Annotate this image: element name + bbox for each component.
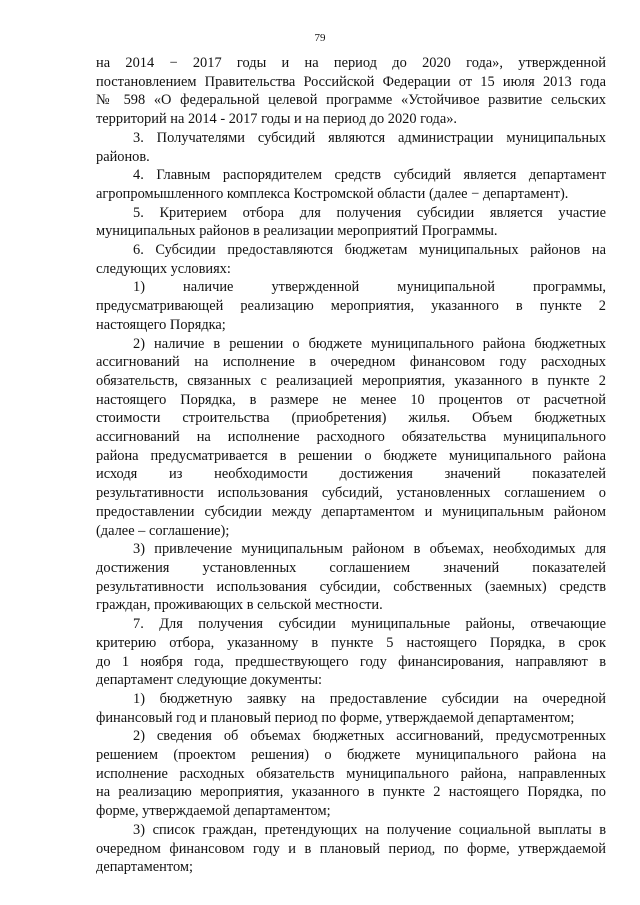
text-line: решением (проектом решения) о бюджете муниципального района на: [96, 747, 606, 764]
text-line: результативности использования субсидий, установленных соглашением о: [96, 485, 606, 502]
text-line: № 598 «О федеральной целевой программе «Устойчивое развитие сельских: [96, 92, 606, 109]
page-number: 79: [314, 32, 326, 44]
text-line: 3) список граждан, претендующих на получение социальной выплаты в: [133, 821, 606, 838]
text-line: исходя из необходимости достижения значений показателей: [96, 466, 606, 483]
text-line: до 1 ноября года, предшествующего году финансирования, направляют в: [96, 653, 606, 670]
text-line: постановлением Правительства Российской Федерации от 15 июля 2013 года: [96, 73, 606, 90]
text-line: предусматривающей реализацию мероприятия, указанного в пункте 2: [96, 298, 606, 315]
text-line: настоящего Порядка, в размере не менее 10 процентов от расчетной: [96, 391, 606, 408]
document-text: [96, 54, 606, 877]
text-line: граждан, проживающих в сельской местности.: [96, 597, 383, 614]
text-line: критерию отбора, указанному в пункте 5 настоящего Порядка, в срок: [96, 634, 606, 651]
text-line: следующих условиях:: [96, 260, 231, 277]
text-line: 2) сведения об объемах бюджетных ассигнований, предусмотренных: [133, 728, 606, 745]
text-line: достижения установленных соглашением значений показателей: [96, 559, 606, 576]
text-line: 3) привлечение муниципальным районом в объемах, необходимых для: [133, 541, 606, 558]
text-line: 5. Критерием отбора для получения субсидии является участие: [133, 204, 606, 221]
text-line: результативности использования субсидии, собственных (заемных) средств: [96, 578, 606, 595]
text-line: исполнение расходных обязательств муниципального района, направленных: [96, 765, 606, 782]
text-line: департамент следующие документы:: [96, 672, 322, 689]
text-line: 6. Субсидии предоставляются бюджетам муниципальных районов на: [133, 242, 606, 259]
text-line: очередном финансовом году и в плановый период, по форме, утверждаемой: [96, 840, 606, 857]
text-line: стоимости строительства (приобретения) жилья. Объем бюджетных: [96, 410, 606, 427]
text-line: ассигнований на исполнение расходного обязательства муниципального: [96, 429, 606, 446]
text-line: настоящего Порядка;: [96, 316, 226, 333]
text-line: предоставлении субсидии между департаментом и муниципальным районом: [96, 503, 606, 520]
text-line: (далее – соглашение);: [96, 522, 230, 539]
text-line: района предусматривается в решении о бюджете муниципального района: [96, 447, 606, 464]
text-line: 4. Главным распорядителем средств субсидий является департамент: [133, 167, 606, 184]
text-line: 1) бюджетную заявку на предоставление субсидии на очередной: [133, 690, 606, 707]
text-line: на реализацию мероприятия, указанного в пункте 2 настоящего Порядка, по: [96, 784, 606, 801]
text-line: форме, утверждаемой департаментом;: [96, 803, 331, 820]
text-line: 3. Получателями субсидий являются администрации муниципальных: [133, 129, 606, 146]
text-line: муниципальных районов в реализации мероприятий Программы.: [96, 223, 498, 240]
text-line: обязательств, связанных с реализацией мероприятия, указанного в пункте 2: [96, 372, 606, 389]
text-line: ассигнований на исполнение в очередном финансовом году расходных: [96, 354, 606, 371]
text-line: районов.: [96, 148, 150, 165]
text-line: агропромышленного комплекса Костромской области (далее − департамент).: [96, 185, 569, 202]
text-line: 2) наличие в решении о бюджете муниципального района бюджетных: [133, 335, 606, 352]
text-line: департаментом;: [96, 859, 193, 876]
text-line: 1) наличие утвержденной муниципальной программы,: [133, 279, 606, 296]
text-line: финансовый год и плановый период по форме, утверждаемой департаментом;: [96, 709, 575, 726]
text-line: на 2014 − 2017 годы и на период до 2020 года», утвержденной: [96, 55, 606, 71]
text-line: территорий на 2014 - 2017 годы и на период до 2020 года».: [96, 111, 457, 128]
text-line: 7. Для получения субсидии муниципальные районы, отвечающие: [133, 616, 606, 633]
